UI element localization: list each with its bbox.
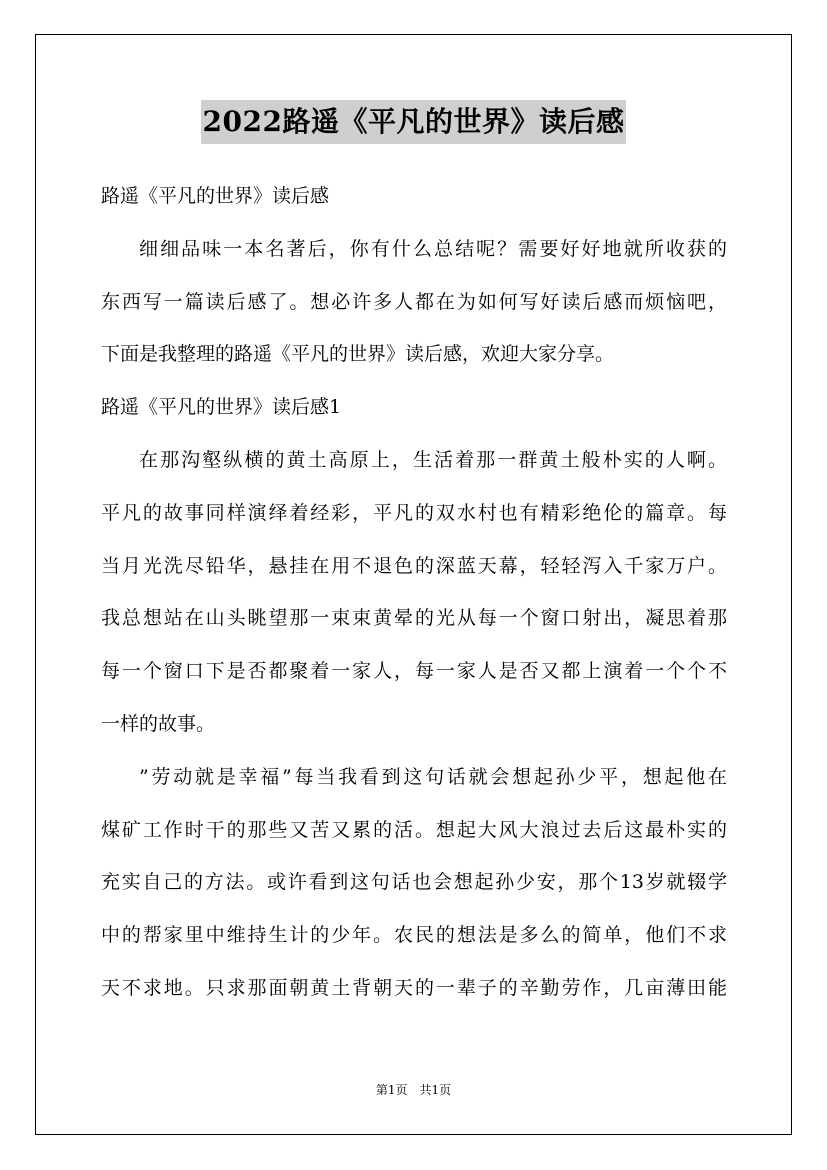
document-body — [101, 170, 727, 1015]
intro-line: 东西写一篇读后感了。想必许多人都在为如何写好读后感而烦恼吧， — [101, 290, 727, 313]
paragraph-line: 我总想站在山头眺望那一束束黄晕的光从每一个窗口射出，凝思着那 — [101, 607, 727, 630]
paragraph-line: 一样的故事。 — [101, 712, 216, 735]
paragraph-line: 煤矿工作时干的那些又苦又累的活。想起大风大浪过去后这最朴实的 — [101, 818, 727, 841]
paragraph-line: 平凡的故事同样演绎着经彩，平凡的双水村也有精彩绝伦的篇章。每 — [101, 501, 727, 524]
paragraph-line: 天不求地。只求那面朝黄土背朝天的一辈子的辛勤劳作，几亩薄田能 — [101, 976, 727, 999]
intro-line: 下面是我整理的路遥《平凡的世界》读后感，欢迎大家分享。 — [101, 343, 615, 366]
page-footer: 第1页 共1页 — [375, 1083, 452, 1097]
section-heading: 路遥《平凡的世界》读后感1 — [101, 396, 342, 419]
paragraph-line: 在那沟壑纵横的黄土高原上，生活着那一群黄土般朴实的人啊。 — [139, 448, 727, 471]
intro-line: 细细品味一本名著后，你有什么总结呢？需要好好地就所收获的 — [139, 237, 727, 260]
paragraph-line: ”劳动就是幸福”每当我看到这句话就会想起孙少平，想起他在 — [139, 765, 727, 788]
paragraph-line: 每一个窗口下是否都聚着一家人，每一家人是否又都上演着一个个不 — [101, 660, 727, 683]
paragraph-line: 充实自己的方法。或许看到这句话也会想起孙少安，那个13岁就辍学 — [101, 871, 727, 894]
document-title: 2022路遥《平凡的世界》读后感 — [201, 100, 627, 144]
paragraph-line: 当月光洗尽铅华，悬挂在用不退色的深蓝天幕，轻轻泻入千家万户。 — [101, 554, 727, 577]
title-container — [0, 100, 827, 144]
paragraph-line: 中的帮家里中维持生计的少年。农民的想法是多么的简单，他们不求 — [101, 924, 727, 947]
document-subtitle: 路遥《平凡的世界》读后感 — [101, 185, 330, 207]
